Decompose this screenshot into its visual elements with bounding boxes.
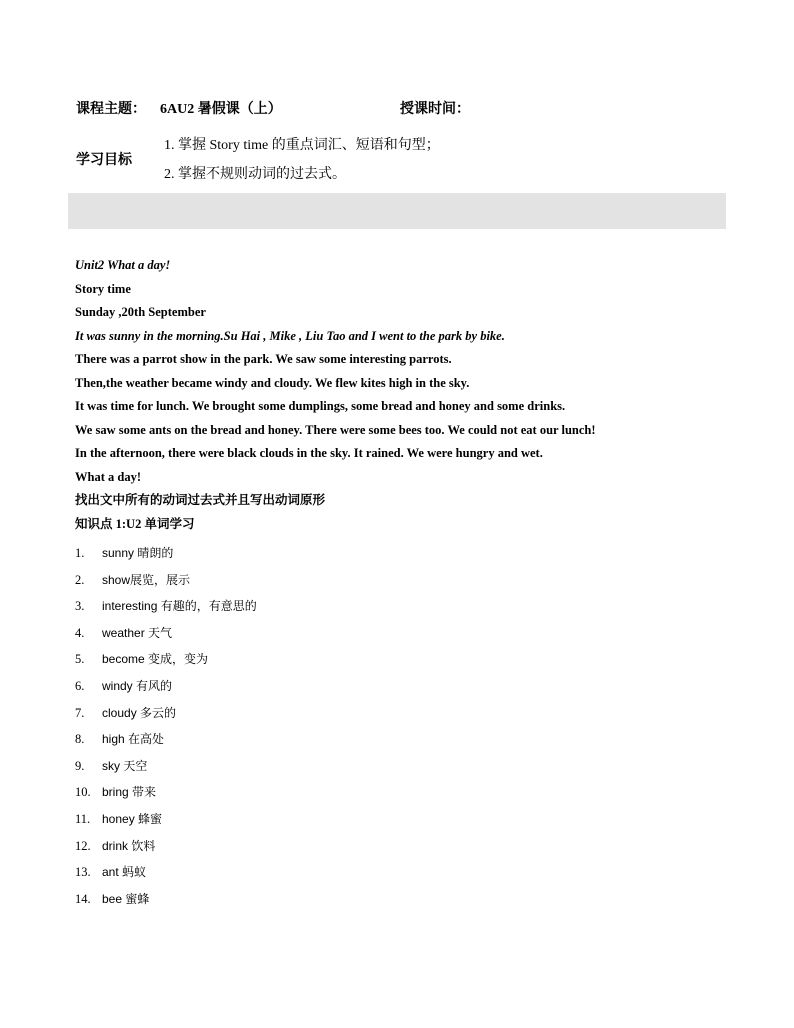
item-number: 9. (75, 758, 85, 773)
list-item (75, 593, 257, 620)
vocab-word: drink 饮料 (102, 838, 156, 853)
learning-goals-list (164, 131, 440, 189)
list-item (75, 886, 257, 913)
item-number: 14. (75, 891, 91, 906)
story-line: We saw some ants on the bread and honey. There were some bees too. We could not eat our lunch! (75, 422, 596, 437)
course-header (76, 98, 470, 118)
item-number: 7. (75, 705, 85, 720)
vocab-word: windy 有风的 (102, 678, 173, 693)
vocab-word: bee 蜜蜂 (102, 891, 150, 906)
vocabulary-list (75, 540, 257, 912)
vocab-word: interesting 有趣的，有意思的 (102, 599, 257, 614)
story-line: It was sunny in the morning.Su Hai , Mike , Liu Tao and I went to the park by bike. (75, 328, 505, 343)
knowledge-point-title: 知识点 1:U2 单词学习 (75, 516, 195, 531)
vocab-word: honey 蜂蜜 (102, 811, 163, 826)
story-section (75, 254, 596, 536)
course-topic-value: 6AU2 暑假课（上） (160, 102, 282, 117)
learning-goal-item: 1. 掌握 Story time 的重点词汇、短语和句型； (164, 138, 440, 153)
vocab-word: sky 天空 (102, 758, 148, 773)
list-item (75, 646, 257, 673)
vocab-word: weather 天气 (102, 625, 173, 640)
item-number: 12. (75, 838, 91, 853)
story-line: There was a parrot show in the park. We saw some interesting parrots. (75, 352, 452, 366)
course-topic-label: 课程主题： (76, 102, 146, 117)
task-instruction: 找出文中所有的动词过去式并且写出动词原形 (75, 493, 326, 507)
item-number: 4. (75, 625, 85, 640)
story-line: In the afternoon, there were black clouds in the sky. It rained. We were hungry and wet. (75, 446, 543, 460)
story-line: What a day! (75, 469, 141, 484)
learning-goals-label: 学习目标 (76, 153, 132, 168)
vocab-word: bring 带来 (102, 785, 157, 800)
list-item (75, 673, 257, 700)
story-date: Sunday ,20th September (75, 305, 206, 319)
list-item (75, 833, 257, 860)
item-number: 2. (75, 572, 85, 587)
vocab-word: high 在高处 (102, 732, 165, 747)
story-line: It was time for lunch. We brought some dumplings, some bread and honey and some drinks. (75, 399, 566, 413)
vocab-word: show展览，展示 (102, 572, 191, 587)
list-item (75, 540, 257, 567)
list-item (75, 753, 257, 780)
vocab-word: ant 蚂蚁 (102, 865, 147, 880)
item-number: 11. (75, 811, 91, 826)
unit-title: Unit2 What a day! (75, 258, 171, 272)
item-number: 6. (75, 678, 85, 693)
section-title: Story time (75, 281, 131, 296)
item-number: 5. (75, 652, 85, 667)
vocab-word: become 变成，变为 (102, 652, 209, 667)
story-line: Then,the weather became windy and cloudy. We flew kites high in the sky. (75, 375, 470, 390)
list-item (75, 779, 257, 806)
learning-goal-item: 2. 掌握不规则动词的过去式。 (164, 167, 346, 182)
list-item (75, 567, 257, 594)
vocab-word: sunny 晴朗的 (102, 546, 174, 560)
item-number: 13. (75, 865, 91, 880)
shaded-divider-bar (68, 193, 726, 229)
item-number: 10. (75, 785, 91, 800)
list-item (75, 806, 257, 833)
item-number: 3. (75, 599, 85, 614)
list-item (75, 700, 257, 727)
list-item (75, 726, 257, 753)
list-item (75, 620, 257, 647)
list-item (75, 859, 257, 886)
item-number: 8. (75, 732, 85, 747)
item-number: 1. (75, 546, 85, 560)
vocab-word: cloudy 多云的 (102, 705, 177, 720)
class-time-label: 授课时间： (400, 102, 470, 117)
